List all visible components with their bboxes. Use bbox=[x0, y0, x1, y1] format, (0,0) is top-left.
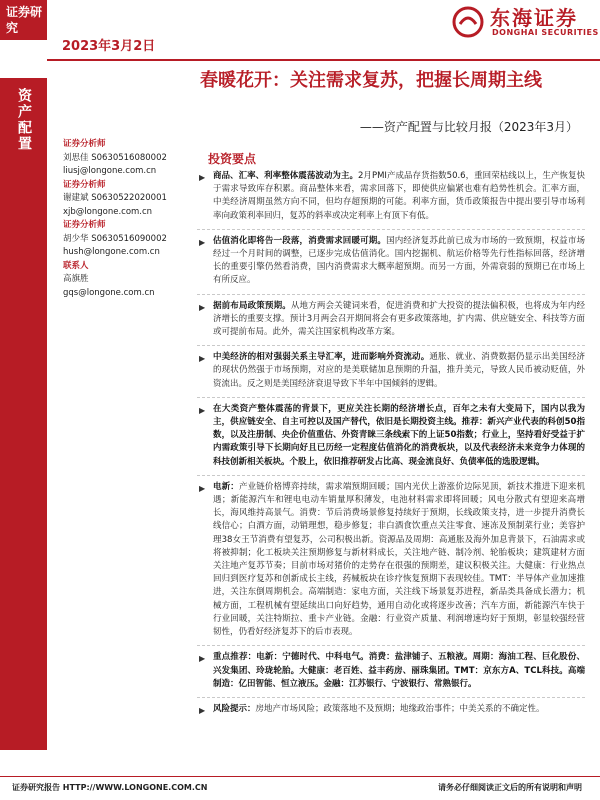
bullet-icon: ▶ bbox=[199, 654, 206, 664]
key-point-lead: 电新： bbox=[213, 481, 239, 492]
header-divider bbox=[47, 59, 600, 61]
bullet-icon: ▶ bbox=[199, 237, 206, 247]
analyst-role: 证券分析师 bbox=[63, 139, 106, 149]
section-title: 投资要点 bbox=[208, 152, 257, 166]
sidebar bbox=[0, 78, 47, 750]
analyst-name: 刘思佳 S0630516080002 bbox=[63, 152, 167, 163]
key-point-lead: 中美经济的相对强弱关系主导汇率，进而影响外资流动。 bbox=[213, 352, 430, 363]
bullet-icon: ▶ bbox=[199, 173, 206, 182]
bullet-icon: ▶ bbox=[199, 405, 206, 415]
analyst-role: 证券分析师 bbox=[63, 220, 106, 230]
analyst-entry bbox=[63, 138, 193, 179]
report-title: 春暖花开：关注需求复苏，把握长周期主线 bbox=[200, 70, 542, 91]
report-date: 2023年3月2日 bbox=[62, 39, 156, 54]
contact-entry bbox=[63, 260, 193, 301]
key-point-text: 从地方两会关键词来看，促进消费和扩大投资的提法偏积极，也将成为年内经济增长的重要支撑。预计3月两会召开期间将会有更多政策落地，扩内需、供应链安全、科技等方面或可提前布局。此外，需关注国家机构改革方案。 bbox=[213, 300, 585, 338]
key-point-lead: 重点推荐： bbox=[213, 652, 257, 663]
key-point bbox=[197, 651, 585, 698]
bullet-icon: ▶ bbox=[199, 705, 206, 715]
bullet-icon: ▶ bbox=[199, 354, 206, 364]
key-point-lead: 据前布局政策预期。 bbox=[213, 300, 291, 311]
donghai-logo-icon bbox=[452, 6, 484, 38]
key-point-text: 2月PMI产成品存货指数50.6，重回荣枯线以上，生产恢复快于需求导致库存积累。商品整体来看，需求回落下，即使供应偏紧也难有趋势性机会。汇率方面，中美经济周期虽然方向不同，但均存超预期的可能。利率方面，货币政策报告中提出要引导市场利率向政策利率回归，复苏的斜率或决定利率上有顶下有低。 bbox=[213, 171, 585, 221]
contact-role: 联系人 bbox=[63, 260, 89, 271]
key-point-lead: 在大类资产整体震荡的背景下，更应关注长期的经济增长点，百年之未有大变局下，国内以我为主，供应链安全、自主可控以及国产替代，依旧是长期投资主线。 bbox=[213, 403, 585, 428]
footer-divider bbox=[0, 776, 600, 777]
key-point-text: 推荐：新兴产业代表的科创50指数，以及注册制、央企价值重估、外资青睐三条线索下的上证50指数；行业上，坚持看好受益于扩内需政策引导下长期向好且已历经一定程度估值消化的消费板块，以及代表经济未来竞争力体现的科技创新相关板块。个股上，依旧推荐研发占比高、现金流良好、负债率低的选股逻辑。 bbox=[213, 417, 585, 467]
key-point-text: 国内经济复苏此前已成为市场的一致预期，权益市场经过一个月时间的调整，已逐步完成估值消化。国内挖掘机、航运价格等先行性指标回落，经济增长的重要引擎仍然看消费，国内消费需求大概率超预期。而另一方面，外需衰弱的预期已在市场上有所反应。 bbox=[213, 235, 585, 286]
key-point-lead: 商品、汇率、利率整体震荡波动为主。 bbox=[213, 171, 358, 181]
analyst-email: xjb@longone.com.cn bbox=[63, 206, 153, 217]
logo-chinese-name: 东海证券 bbox=[490, 6, 578, 30]
report-category-tag: 证券研究 bbox=[0, 0, 47, 40]
key-point-text: 房地产市场风险；政策落地不及预期；地缘政治事件；中美关系的不确定性。 bbox=[255, 703, 545, 714]
company-logo bbox=[452, 2, 600, 40]
key-points-list bbox=[197, 170, 585, 727]
key-point bbox=[197, 170, 585, 230]
footer-website[interactable]: 证券研究报告 HTTP://WWW.LONGONE.COM.CN bbox=[12, 783, 208, 792]
key-point-lead: 估值消化即将告一段落，消费需求回暖可期。 bbox=[213, 235, 387, 246]
contact-email: gqs@longone.com.cn bbox=[63, 287, 155, 298]
footer-disclaimer: 请务必仔细阅读正文后的所有说明和声明 bbox=[438, 783, 582, 792]
analyst-entry bbox=[63, 219, 193, 260]
bullet-icon: ▶ bbox=[199, 483, 206, 493]
sidebar-label: 资产配置 bbox=[16, 88, 32, 152]
analyst-entry bbox=[63, 179, 193, 220]
key-point-text: 产业链价格博弈持续，需求端预期回暖；国内光伏上游涨价边际见顶，新技术推进下迎来机遇；新能源汽车和锂电电动车销量厚积薄发，电池材料需求即将回暖；风电分散式有望迎来高增长，海风维持高景气。消费：节后消费场景修复持续好于预期，长线政策支持，进一步提升消费长线信心；白酒方面，动销理想，稳步修复；非白酒食饮重点关注零食、速冻及预制菜行业；美容护理38女王节消费有望复苏，公司积极出新。资源品及周期：高通胀及海外加息背景下，石油需求或将被抑制；化工板块关注预期修复与新材料成长，关注地产链、制冷剂、轮胎板块；建筑建材方面关注地产复苏节奏；目前市场对猪价的走势存在很强的预期差，建议积极关注。大健康：行业热点回归到医疗复苏和创新成长主线，药械板块在诊疗恢复预期下表现较佳。TMT：半导体产业加速推进，关注东倒周期机会。高端制造：家电方面，关注线下场景复苏进程，新品类具备成长潜力；机械方面，工程机械有望延续出口向好趋势，通用自动化或将逐步改善；汽车方面，新能源汽车快于行业回暖，关注特斯拉、重卡产业链。金融：行业资产质量、利润增速均好于预期，彰显较强经营韧性，仍看好经济复苏下的后市表现。 bbox=[213, 481, 585, 638]
analyst-email: hush@longone.com.cn bbox=[63, 247, 160, 257]
analyst-name: 胡少华 S0630516090002 bbox=[63, 233, 167, 244]
analyst-email: liusj@longone.com.cn bbox=[63, 166, 157, 176]
key-point bbox=[197, 481, 585, 646]
bullet-icon: ▶ bbox=[199, 302, 206, 312]
key-point-text: 通胀、就业、消费数据仍显示出美国经济的现状仍然强于市场预期，对应的是美联储加息预期的升温，推升美元，导致人民币被动贬值，外资流出。反之则是美国经济衰退导致下半年中国倾斜的逻辑。 bbox=[213, 352, 585, 389]
key-point-lead: 风险提示： bbox=[213, 703, 256, 714]
key-point bbox=[197, 351, 585, 398]
key-point-text: 电新：宁德时代、中科电气。消费：盐津铺子、五粮液。周期：海油工程、巨化股份、兴发集团、玲珑轮胎。大健康：老百姓、益丰药房、丽珠集团。TMT：京东方A、TCL科技。高端制造：亿田智能、恒立液压。金融：江苏银行、宁波银行、常熟银行。 bbox=[213, 652, 585, 689]
key-point bbox=[197, 403, 585, 476]
analyst-role: 证券分析师 bbox=[63, 179, 106, 190]
key-point bbox=[197, 235, 585, 295]
key-point bbox=[197, 703, 585, 722]
analyst-name: 谢建斌 S0630522020001 bbox=[63, 193, 167, 203]
logo-english-name: DONGHAI SECURITIES bbox=[492, 28, 599, 37]
contact-name: 高旗胜 bbox=[63, 274, 89, 284]
analyst-list bbox=[63, 138, 193, 300]
report-subtitle: ——资产配置与比较月报（2023年3月） bbox=[359, 120, 578, 134]
key-point bbox=[197, 300, 585, 347]
